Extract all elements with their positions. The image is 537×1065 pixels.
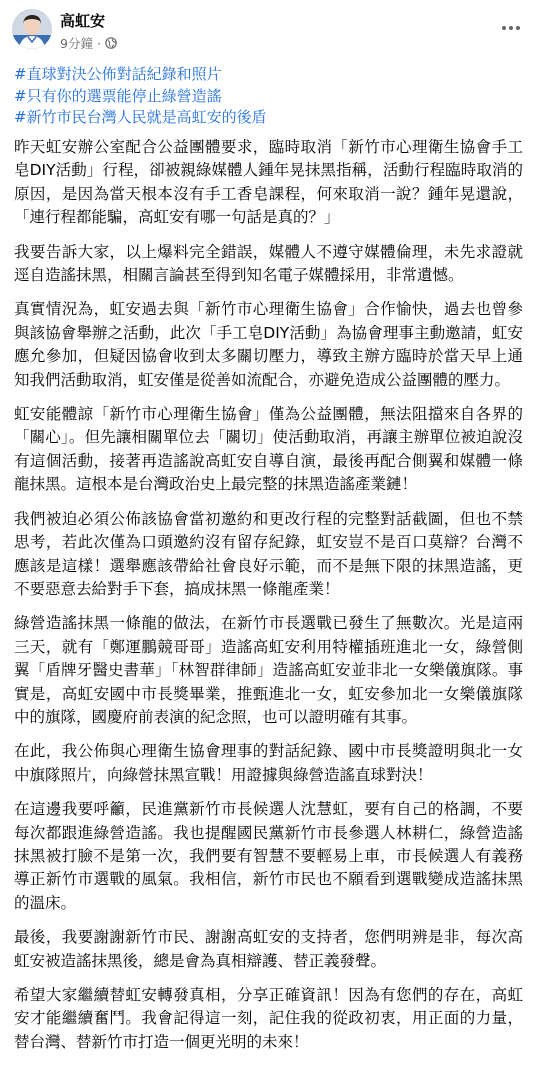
- post-body: [14, 136, 523, 1065]
- profile-photo-icon: [12, 9, 52, 49]
- hashtag-link[interactable]: #新竹市民台灣人民就是高虹安的後盾: [14, 108, 267, 126]
- post-paragraph: 我們被迫必須公佈該協會當初邀約和更改行程的完整對話截圖，但也不禁思考，若此次僅為口頭邀約沒有留存紀錄，虹安豈不是百口莫辯？台灣不應該是這樣！選舉應該帶給社會良好示範，而不是無下限的抹黑造謠，更不要惡意去給對手下套，搞成抹黑一條龍產業！: [14, 509, 523, 598]
- post-paragraph: 在此，我公佈與心理衛生協會理事的對話紀錄、國中市長獎證明與北一女中旗隊照片，向綠營抹黑宣戰！用證據與綠營造謠直球對決！: [14, 742, 523, 784]
- post-author-name[interactable]: 高虹安: [60, 12, 106, 30]
- hashtag-link[interactable]: #只有你的選票能停止綠營造謠: [14, 86, 222, 105]
- post-timestamp[interactable]: 9分鐘: [60, 36, 93, 51]
- post-paragraph: 希望大家繼續替虹安轉發真相，分享正確資訊！因為有您們的存在，高虹安才能繼續奮鬥。我會記得這一刻，記住我的從政初衷，用正面的力量，替台灣、替新竹市打造一個更光明的未來！: [14, 986, 523, 1051]
- hashtag-list: [14, 64, 524, 129]
- post-paragraph: 昨天虹安辦公室配合公益團體要求，臨時取消「新竹市心理衛生協會手工皂DIY活動」行程，卻被親綠媒體人鍾年晃抹黑指稱，活動行程臨時取消的原因，是因為當天根本沒有手工香皂課程，何來取消一說？鍾年晃還說，「連行程都能騙，高虹安有哪一句話是真的？」: [14, 138, 523, 227]
- post-paragraph: 最後，我要謝謝新竹市民、謝謝高虹安的支持者，您們明辨是非，每次高虹安被造謠抹黑後，總是會為真相辯護、替正義發聲。: [14, 928, 523, 970]
- post-paragraph: 虹安能體諒「新竹市心理衛生協會」僅為公益團體，無法阻擋來自各界的「關心」。但先讓相關單位去「關切」使活動取消，再讓主辦單位被迫說沒有這個活動，接著再造謠說高虹安自導自演，最後再配合側翼和媒體一條龍抹黑。這根本是台灣政治史上最完整的抹黑造謠產業鏈！: [14, 405, 523, 494]
- post-header: [0, 0, 537, 58]
- meta-separator: ·: [96, 35, 101, 51]
- post-paragraph: 真實情況為，虹安過去與「新竹市心理衛生協會」合作愉快，過去也曾參與該協會舉辦之活動，此次「手工皂DIY活動」為協會理事主動邀請，虹安應允參加，但疑因協會收到太多關切壓力，導致主辦方臨時於當天早上通知我們活動取消，虹安僅是從善如流配合，亦避免造成公益團體的壓力。: [14, 300, 523, 389]
- hashtag-link[interactable]: #直球對決公佈對話紀錄和照片: [14, 65, 222, 83]
- post-paragraph: 綠營造謠抹黑一條龍的做法，在新竹市長選戰已發生了無數次。光是這兩三天，就有「鄭運鵬競哥哥」造謠高虹安利用特權插班進北一女，綠營側翼「盾牌牙醫史書華」「林智群律師」造謠高虹安並非北一女樂儀旗隊。事實是，高虹安國中市長獎畢業，推甄進北一女，虹安參加北一女樂儀旗隊中的旗隊，國慶府前表演的紀念照，也可以證明確有其事。: [14, 614, 523, 726]
- post-paragraph: 在這邊我要呼籲，民進黨新竹市長候選人沈慧虹，要有自己的格調，不要每次都跟進綠營造謠。我也提醒國民黨新竹市長參選人林耕仁，綠營造謠抹黑被打臉不是第一次，我們要有智慧不要輕易上車，市長候選人有義務導正新竹市選戰的風氣。我相信，新竹市民也不願看到選戰變成造謠抹黑的溫床。: [14, 800, 523, 912]
- more-options-icon[interactable]: [497, 14, 525, 42]
- post-paragraph: 我要告訴大家，以上爆料完全錯誤，媒體人不遵守媒體倫理，未先求證就逕自造謠抹黑，相關言論甚至得到知名電子媒體採用，非常遺憾。: [14, 242, 523, 285]
- post-meta: [60, 34, 117, 52]
- avatar[interactable]: [12, 9, 52, 49]
- globe-icon[interactable]: [105, 37, 117, 49]
